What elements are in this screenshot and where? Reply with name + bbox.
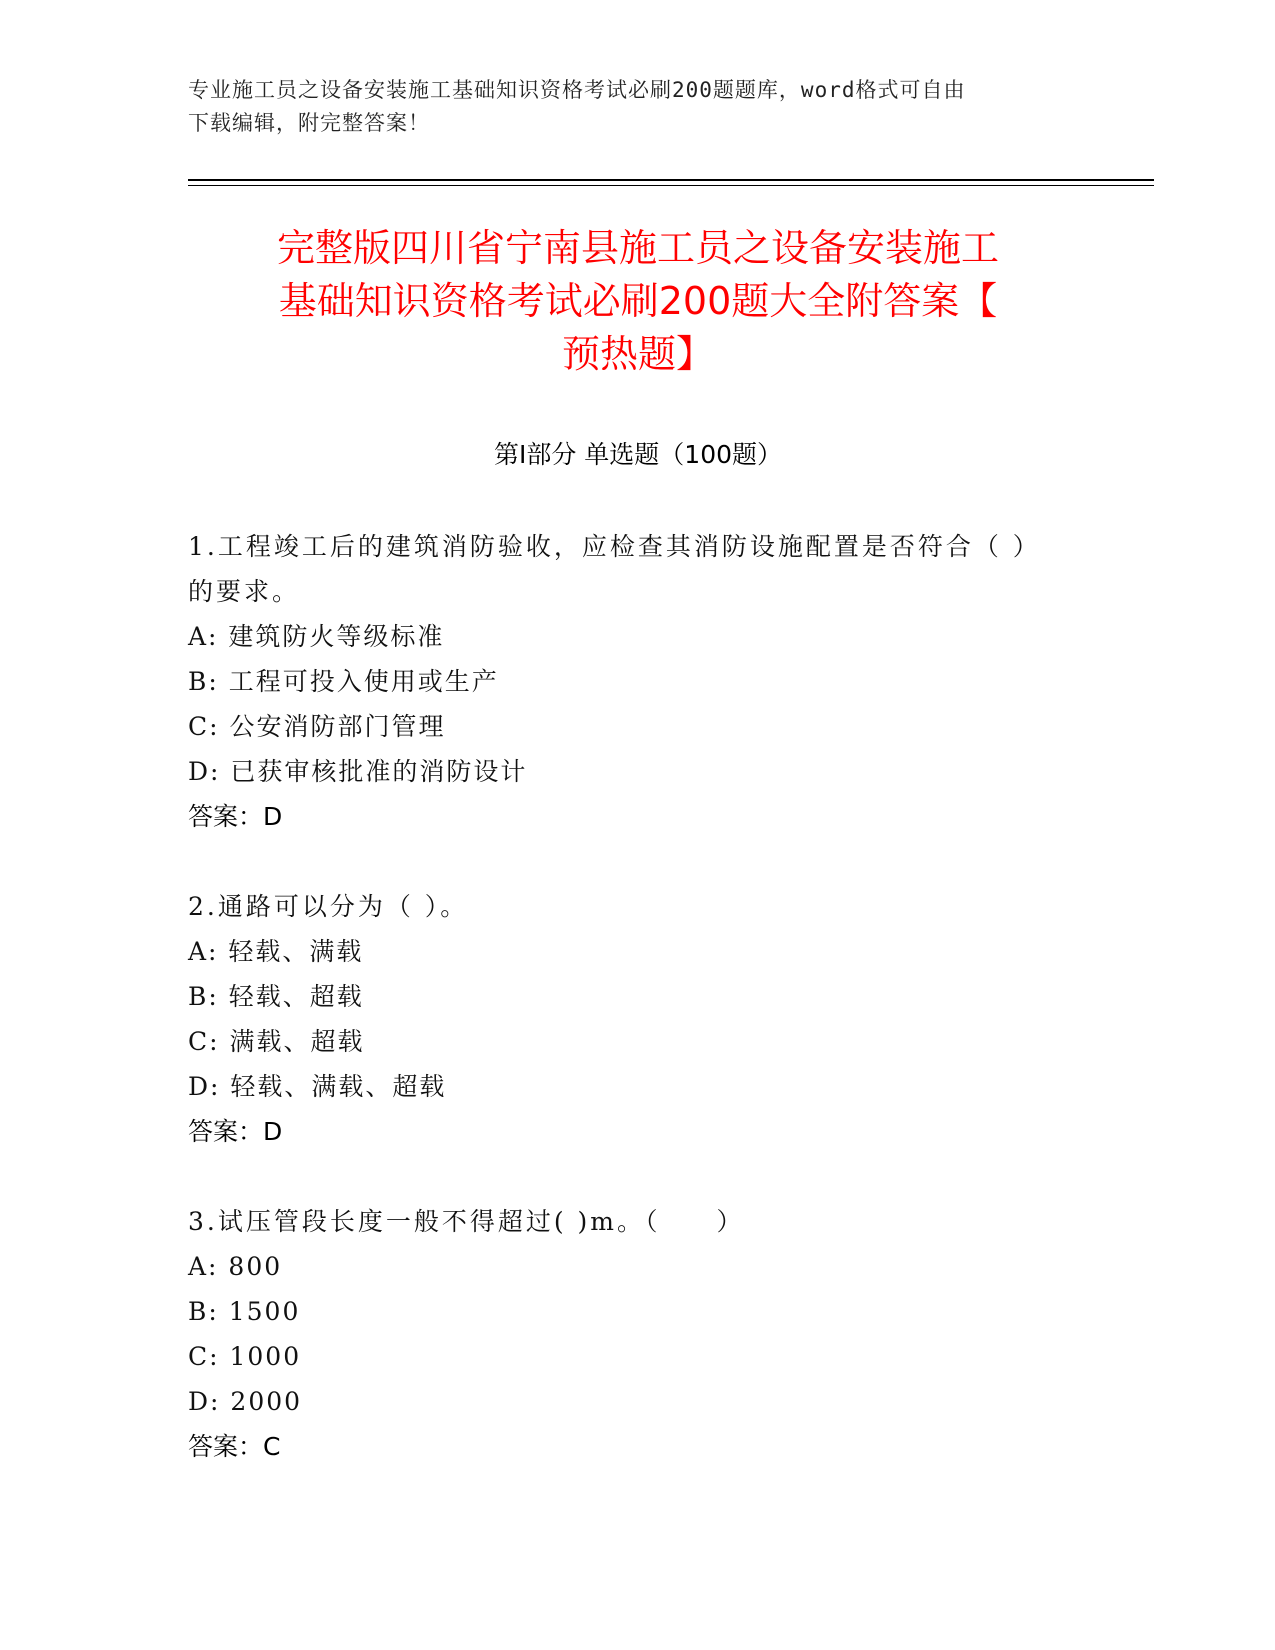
document-title-line: 预热题】 [561,332,714,376]
answer: 答案：D [188,802,283,831]
option-c: C: 满载、超载 [188,1027,365,1056]
question-item [188,884,1088,1154]
question-stem: 1.工程竣工后的建筑消防验收，应检查其消防设施配置是否符合（ ） [188,532,1041,561]
header-divider-thick [188,179,1154,181]
option-d: D: 2000 [188,1387,303,1416]
document-title-line: 基础知识资格考试必刷200题大全附答案【 [278,279,998,323]
header-note [188,74,1068,140]
document-title-line: 完整版四川省宁南县施工员之设备安装施工 [276,226,999,270]
header-divider-thin [188,185,1154,186]
option-a: A: 800 [188,1252,283,1281]
question-list [188,524,1088,1514]
header-note-line: 下载编辑，附完整答案！ [188,111,430,135]
option-b: B: 1500 [188,1297,301,1326]
question-item [188,524,1088,839]
question-stem: 的要求。 [188,577,301,606]
question-stem: 2.通路可以分为（ ）。 [188,892,469,921]
question-stem: 3.试压管段长度一般不得超过( )m。（ ） [188,1207,745,1236]
option-c: C: 公安消防部门管理 [188,712,446,741]
option-d: D: 轻载、满载、超载 [188,1072,447,1101]
option-a: A: 轻载、满载 [188,937,364,966]
option-c: C: 1000 [188,1342,302,1371]
option-b: B: 工程可投入使用或生产 [188,667,499,696]
question-item [188,1199,1088,1469]
option-d: D: 已获审核批准的消防设计 [188,757,528,786]
option-b: B: 轻载、超载 [188,982,364,1011]
option-a: A: 建筑防火等级标准 [188,622,445,651]
header-note-line: 专业施工员之设备安装施工基础知识资格考试必刷200题题库，word格式可自由 [188,78,966,102]
section-title: 第Ⅰ部分 单选题（100题） [493,440,783,469]
answer: 答案：D [188,1117,283,1146]
answer: 答案：C [188,1432,281,1461]
document-title [188,222,1088,381]
